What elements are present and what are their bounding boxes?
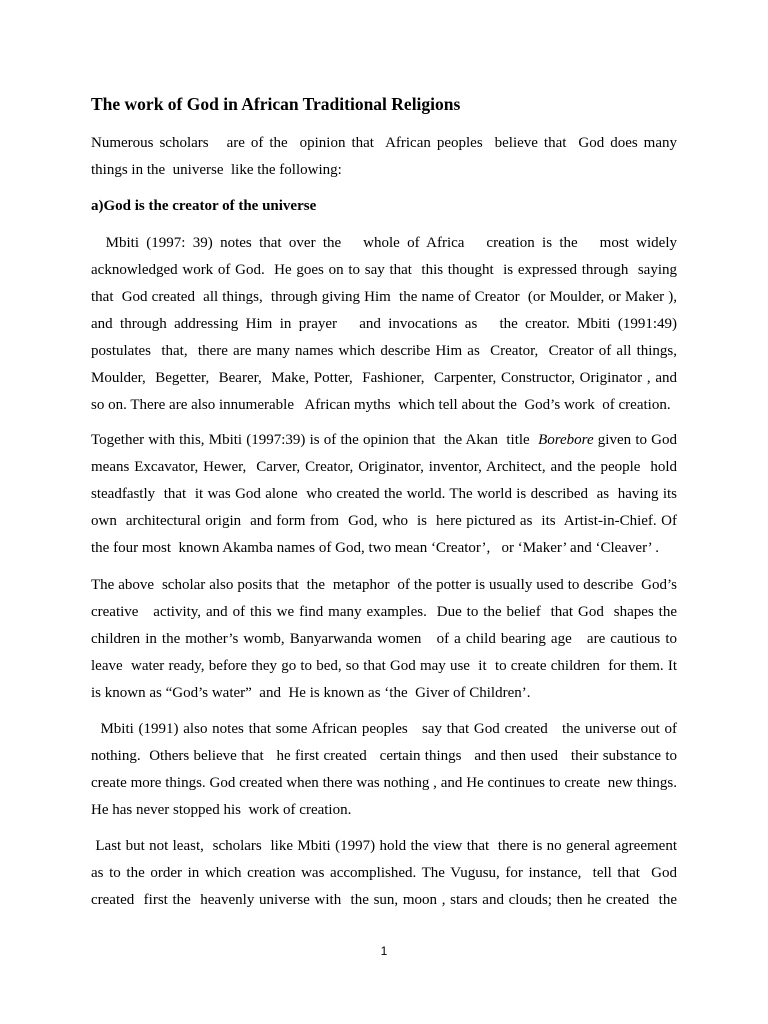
page-number: 1: [380, 944, 388, 958]
paragraph-creation-from-nothing: [91, 716, 677, 824]
paragraph-line: the four most known Akamba names of God, two mean ‘Creator’, or ‘Maker’ and ‘Cleaver’ .: [91, 540, 660, 556]
paragraph-line: Numerous scholars are of the opinion that African peoples believe that God does many: [91, 135, 677, 151]
paragraph-akan-title: [91, 427, 677, 562]
paragraph-line: nothing. Others believe that he first created certain things and then used their substance to: [91, 748, 677, 764]
paragraph-line: and through addressing Him in prayer and invocations as the creator. Mbiti (1991:49): [91, 316, 677, 332]
paragraph-line: create more things. God created when there was nothing , and He continues to create new things.: [91, 775, 677, 791]
paragraph-line: The above scholar also posits that the metaphor of the potter is usually used to describe God’s: [91, 577, 677, 593]
italic-term: Borebore: [538, 432, 594, 448]
paragraph-potter-metaphor: [91, 572, 677, 707]
document-title: The work of God in African Traditional Religions: [91, 94, 461, 114]
subheading-text: a)God is the creator of the universe: [91, 198, 317, 214]
paragraph-line: that God created all things, through giving Him the name of Creator (or Moulder, or Maker ),: [91, 289, 677, 305]
paragraph-line: acknowledged work of God. He goes on to say that this thought is expressed through saying: [91, 262, 677, 278]
paragraph-line: means Excavator, Hewer, Carver, Creator, Originator, inventor, Architect, and the people hold: [91, 459, 677, 475]
paragraph-line: He has never stopped his work of creation.: [91, 802, 352, 818]
paragraph-line: things in the universe like the following:: [91, 162, 342, 178]
paragraph-order-of-creation: [91, 833, 677, 914]
paragraph-line: leave water ready, before they go to bed, so that God may use it to create children for them. It: [91, 658, 677, 674]
paragraph-line: [91, 427, 677, 454]
paragraph-line: Mbiti (1991) also notes that some African peoples say that God created the universe out of: [91, 721, 677, 737]
paragraph-line: created first the heavenly universe with the sun, moon , stars and clouds; then he created the: [91, 892, 677, 908]
section-subheading: [91, 193, 677, 220]
paragraph-line: own architectural origin and form from God, who is here pictured as its Artist-in-Chief. Of: [91, 513, 677, 529]
intro-paragraph: [91, 130, 677, 184]
paragraph-line: so on. There are also innumerable African myths which tell about the God’s work of creation.: [91, 397, 671, 413]
paragraph-line: Moulder, Begetter, Bearer, Make, Potter, Fashioner, Carpenter, Constructor, Originator , and: [91, 370, 677, 386]
paragraph-line: postulates that, there are many names which describe Him as Creator, Creator of all things,: [91, 343, 677, 359]
line-text: given to God: [593, 432, 677, 448]
paragraph-line: is known as “God’s water” and He is known as ‘the Giver of Children’.: [91, 685, 531, 701]
paragraph-line: children in the mother’s womb, Banyarwanda women of a child bearing age are cautious to: [91, 631, 677, 647]
paragraph-line: creative activity, and of this we find many examples. Due to the belief that God shapes the: [91, 604, 677, 620]
paragraph-line: as to the order in which creation was accomplished. The Vugusu, for instance, tell that God: [91, 865, 677, 881]
paragraph-line: Last but not least, scholars like Mbiti (1997) hold the view that there is no general agreement: [91, 838, 677, 854]
paragraph-creator-names: [91, 230, 677, 419]
paragraph-line: Mbiti (1997: 39) notes that over the whole of Africa creation is the most widely: [91, 235, 677, 251]
line-text: Together with this, Mbiti (1997:39) is of the opinion that the Akan title: [91, 432, 539, 448]
paragraph-line: steadfastly that it was God alone who created the world. The world is described as having its: [91, 486, 677, 502]
